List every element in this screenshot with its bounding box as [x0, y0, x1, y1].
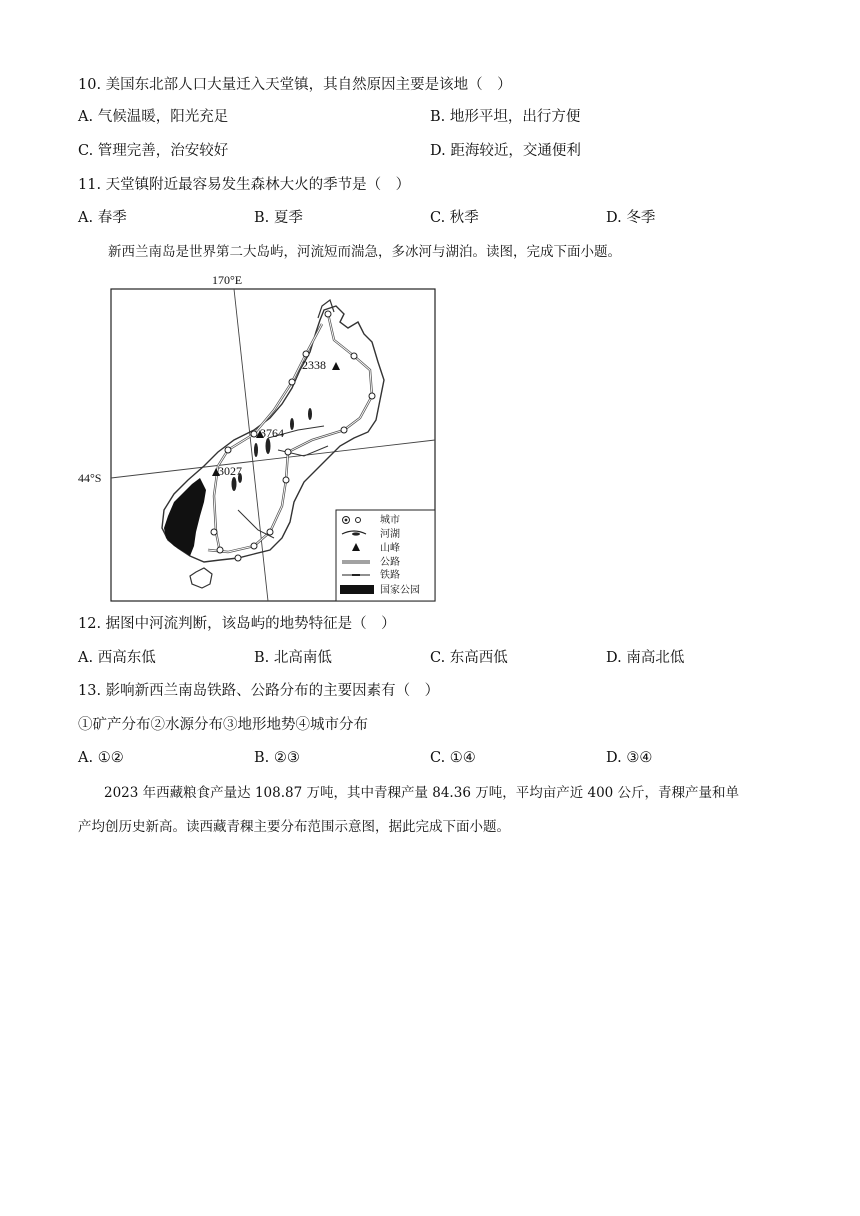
parallel-44s: [111, 440, 435, 478]
q11-option-d[interactable]: D. 冬季: [606, 210, 656, 226]
q12-option-c[interactable]: C. 东高西低: [430, 650, 508, 666]
national-park: [164, 478, 206, 556]
peak-label-3027: 3027: [218, 464, 242, 478]
q13-stem: 13. 影响新西兰南岛铁路、公路分布的主要因素有（ ）: [78, 683, 440, 699]
q12-option-a[interactable]: A. 西高东低: [78, 650, 156, 666]
city-marker: [235, 555, 241, 561]
intro-tibet-line-1: 2023 年西藏粮食产量达 108.87 万吨，其中青稞产量 84.36 万吨，平均亩产近 400 公斤，青稞产量和单: [104, 785, 740, 801]
q11-option-b[interactable]: B. 夏季: [254, 210, 303, 226]
q10-option-d[interactable]: D. 距海较近，交通便利: [430, 143, 581, 159]
q11-option-c[interactable]: C. 秋季: [430, 210, 479, 226]
q10-stem: 10. 美国东北部人口大量迁入天堂镇，其自然原因主要是该地（ ）: [78, 77, 512, 93]
legend-peak: 山峰: [380, 543, 400, 554]
lake-6: [290, 418, 294, 430]
city-marker: [211, 529, 217, 535]
city-marker: [289, 379, 295, 385]
q12-option-d[interactable]: D. 南高北低: [606, 650, 685, 666]
q11-stem: 11. 天堂镇附近最容易发生森林大火的季节是（ ）: [78, 177, 411, 193]
q13-option-a[interactable]: A. ①②: [78, 750, 124, 766]
lake-3: [232, 477, 237, 491]
legend-city: 城市: [380, 515, 400, 526]
legend-national-park: 国家公园: [380, 585, 420, 596]
lake-1: [266, 438, 271, 454]
legend-road: 公路: [380, 557, 400, 568]
map-legend: [336, 510, 435, 601]
q13-choices: ①矿产分布②水源分布③地形地势④城市分布: [78, 717, 368, 733]
lake-2: [254, 443, 258, 457]
lake-5: [308, 408, 312, 420]
city-marker: [217, 547, 223, 553]
peak-marker: [332, 362, 340, 370]
legend-railway: 铁路: [380, 570, 400, 581]
latitude-label: 44°S: [78, 471, 102, 485]
q10-option-c[interactable]: C. 管理完善，治安较好: [78, 143, 229, 159]
city-marker: [351, 353, 357, 359]
south-island-map: [78, 270, 438, 605]
city-marker: [341, 427, 347, 433]
intro-new-zealand: 新西兰南岛是世界第二大岛屿，河流短而湍急，多冰河与湖泊。读图，完成下面小题。: [108, 244, 621, 260]
city-marker: [283, 477, 289, 483]
city-marker: [251, 431, 257, 437]
q10-option-b[interactable]: B. 地形平坦，出行方便: [430, 109, 581, 125]
peak-label-3764: 3764: [260, 426, 284, 440]
city-marker: [267, 529, 273, 535]
city-marker: [251, 543, 257, 549]
city-marker: [303, 351, 309, 357]
city-marker: [369, 393, 375, 399]
city-marker: [325, 311, 331, 317]
stewart-island: [190, 568, 212, 588]
q11-option-a[interactable]: A. 春季: [78, 210, 127, 226]
longitude-label: 170°E: [212, 273, 243, 287]
q13-option-c[interactable]: C. ①④: [430, 750, 476, 766]
q13-option-b[interactable]: B. ②③: [254, 750, 300, 766]
q12-stem: 12. 据图中河流判断，该岛屿的地势特征是（ ）: [78, 616, 396, 632]
city-marker: [285, 449, 291, 455]
peak-label-2338: 2338: [302, 358, 326, 372]
q13-option-d[interactable]: D. ③④: [606, 750, 653, 766]
q10-option-a[interactable]: A. 气候温暖，阳光充足: [78, 109, 229, 125]
legend-river-lake: 河湖: [380, 529, 400, 540]
q12-option-b[interactable]: B. 北高南低: [254, 650, 332, 666]
city-marker: [225, 447, 231, 453]
intro-tibet-line-2: 产均创历史新高。读西藏青稞主要分布范围示意图，据此完成下面小题。: [78, 819, 510, 835]
